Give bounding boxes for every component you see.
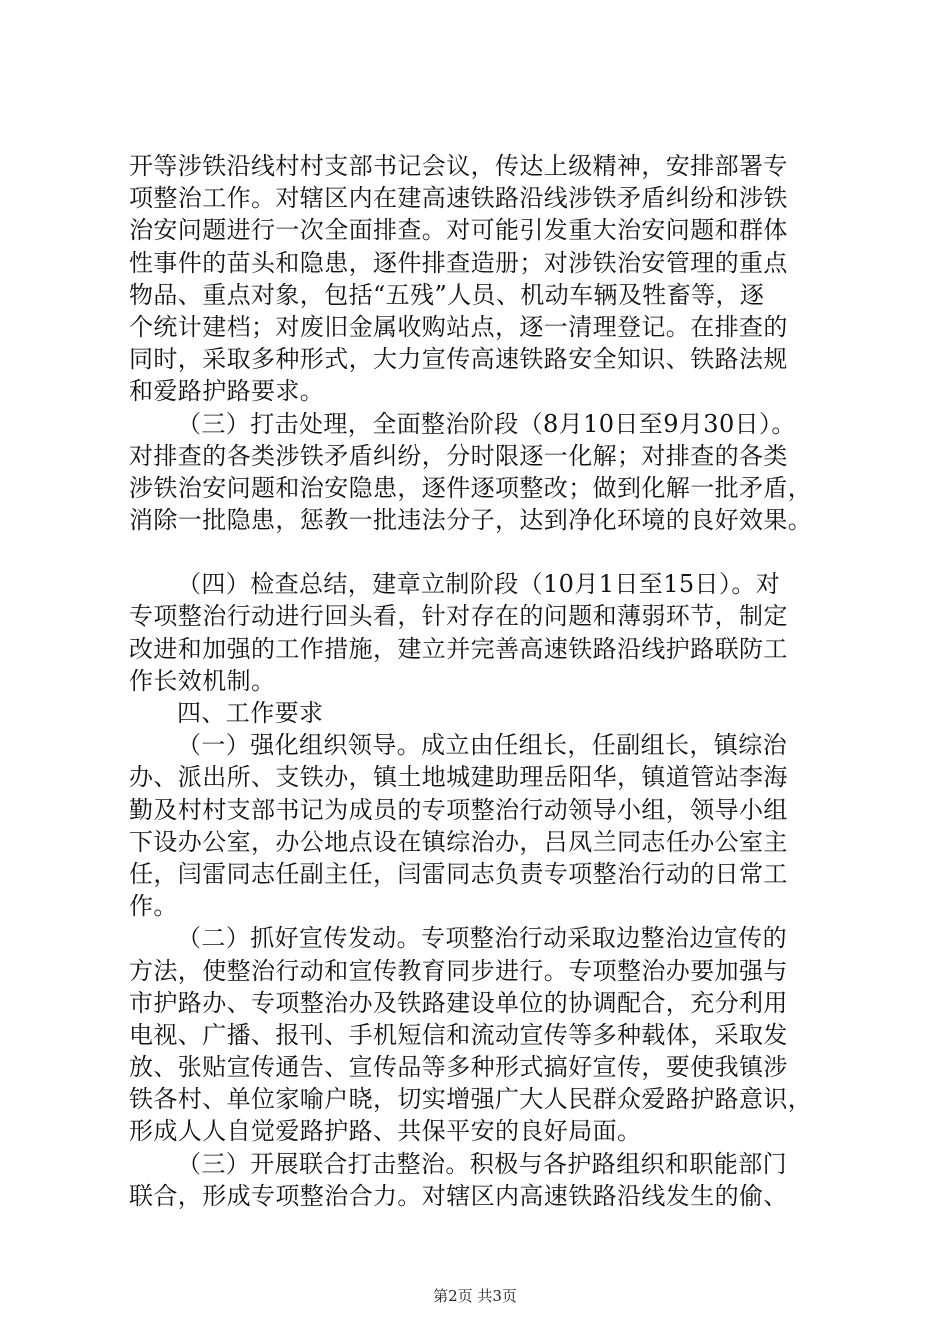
text-line: 物品、重点对象，包括“五残”人员、机动车辆及牲畜等，逐 bbox=[129, 280, 765, 309]
text-line: 联合，形成专项整治合力。对辖区内高速铁路沿线发生的偷、 bbox=[129, 1181, 788, 1210]
text-line: 和爱路护路要求。 bbox=[129, 377, 325, 406]
text-line: 个统计建档；对废旧金属收购站点，逐一清理登记。在排查的 bbox=[129, 312, 788, 341]
text-line: 电视、广播、报刊、手机短信和流动宣传等多种载体，采取发 bbox=[129, 1020, 788, 1049]
text-line: 市护路办、专项整治办及铁路建设单位的协调配合，充分利用 bbox=[129, 988, 788, 1017]
text-line: 同时，采取多种形式，大力宣传高速铁路安全知识、铁路法规 bbox=[129, 345, 788, 374]
section-heading-line: （二）抓好宣传发动。专项整治行动采取边整治边宣传的 bbox=[177, 924, 787, 953]
section-heading-line: （一）强化组织领导。成立由任组长，任副组长，镇综治 bbox=[177, 731, 787, 760]
text-line: 涉铁治安问题和治安隐患，逐件逐项整改；做到化解一批矛盾， bbox=[129, 473, 813, 502]
text-line: 方法，使整治行动和宣传教育同步进行。专项整治办要加强与 bbox=[129, 956, 788, 985]
text-line: 办、派出所、支铁办，镇土地城建助理岳阳华，镇道管站李海 bbox=[129, 763, 788, 792]
text-line: 性事件的苗头和隐患，逐件排查造册；对涉铁治安管理的重点 bbox=[129, 248, 788, 277]
text-line: 作。 bbox=[129, 892, 178, 921]
text-line: 铁各村、单位家喻户晓，切实增强广大人民群众爱路护路意识， bbox=[129, 1085, 813, 1114]
chapter-heading: 四、工作要求 bbox=[177, 699, 324, 727]
text-line: 消除一批隐患，惩教一批违法分子，达到净化环境的良好效果。 bbox=[129, 506, 813, 535]
blank-line bbox=[129, 536, 847, 568]
section-heading-line: （四）检查总结，建章立制阶段（10月1日至15日）。对 bbox=[177, 570, 781, 599]
section-heading-line: （三）打击处理，全面整治阶段（8月10日至9月30日）。 bbox=[177, 409, 796, 438]
text-line: 放、张贴宣传通告、宣传品等多种形式搞好宣传，要使我镇涉 bbox=[129, 1053, 788, 1082]
text-line: 下设办公室，办公地点设在镇综治办，吕凤兰同志任办公室主 bbox=[129, 827, 788, 856]
text-line: 作长效机制。 bbox=[129, 666, 276, 695]
text-line: 项整治工作。对辖区内在建高速铁路沿线涉铁矛盾纠纷和涉铁 bbox=[129, 184, 788, 213]
text-line: 对排查的各类涉铁矛盾纠纷，分时限逐一化解；对排查的各类 bbox=[129, 441, 788, 470]
text-line: 勤及村村支部书记为成员的专项整治行动领导小组，领导小组 bbox=[129, 795, 788, 824]
text-line: 治安问题进行一次全面排查。对可能引发重大治安问题和群体 bbox=[129, 216, 788, 245]
document-body bbox=[129, 150, 847, 1212]
page-number-footer: 第2页 共3页 bbox=[433, 1287, 517, 1305]
text-line: 改进和加强的工作措施，建立并完善高速铁路沿线护路联防工 bbox=[129, 634, 788, 663]
text-line: 任，闫雷同志任副主任，闫雷同志负责专项整治行动的日常工 bbox=[129, 859, 788, 888]
text-line: 开等涉铁沿线村村支部书记会议，传达上级精神，安排部署专 bbox=[129, 152, 788, 180]
text-line: 专项整治行动进行回头看，针对存在的问题和薄弱环节，制定 bbox=[129, 602, 788, 631]
text-line: 形成人人自觉爱路护路、共保平安的良好局面。 bbox=[129, 1117, 642, 1146]
section-heading-line: （三）开展联合打击整治。积极与各护路组织和职能部门 bbox=[177, 1149, 787, 1178]
